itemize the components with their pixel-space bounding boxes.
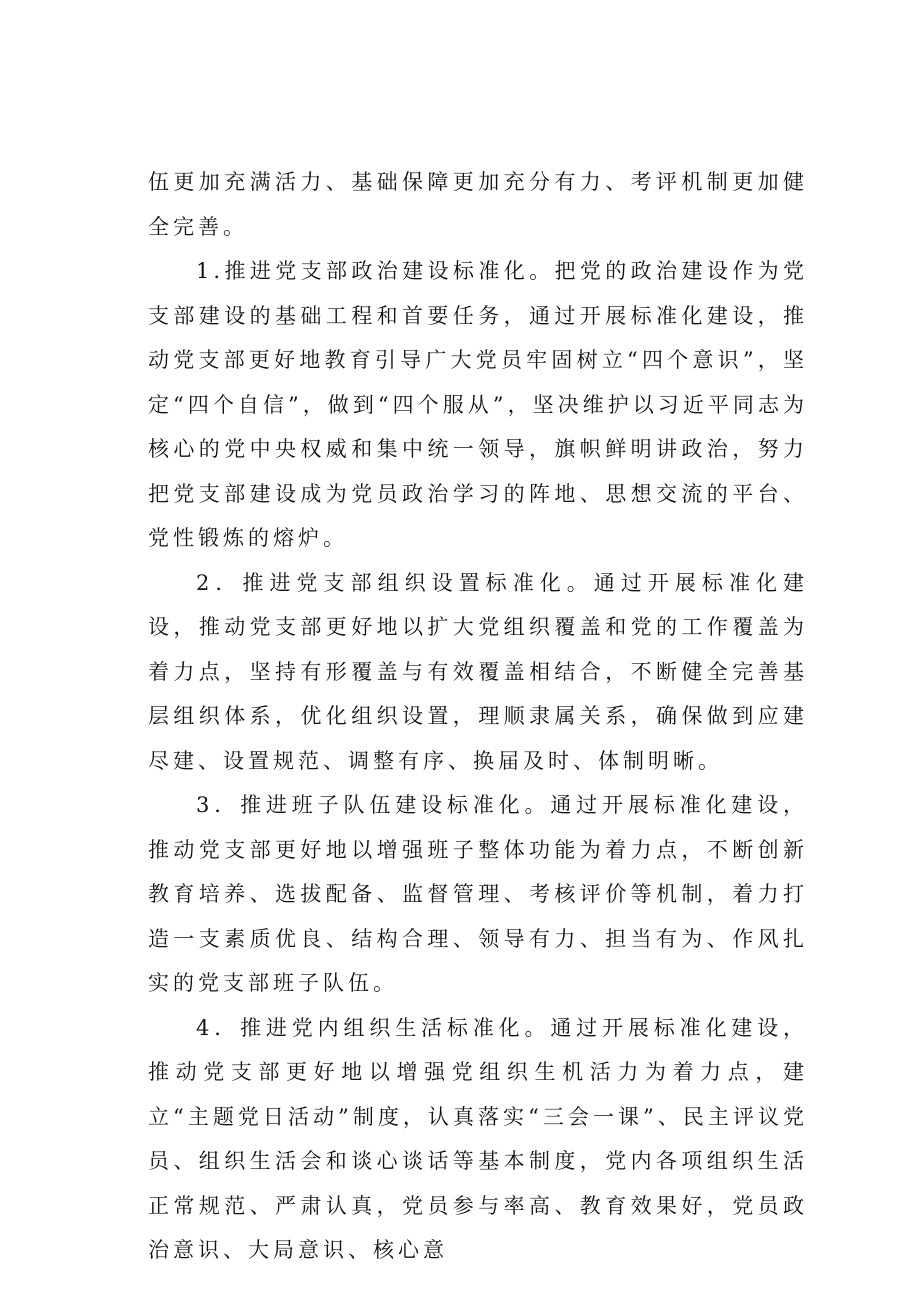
- paragraph-item-1: 1.推进党支部政治建设标准化。把党的政治建设作为党支部建设的基础工程和首要任务，通过开展标准化建设，推动党支部更好地教育引导广大党员牢固树立“四个意识”，坚定“四个自信”，做到“四个服从”，坚决维护以习近平同志为核心的党中央权威和集中统一领导，旗帜鲜明讲政治，努力把党支部建设成为党员政治学习的阵地、思想交流的平台、党性锻炼的熔炉。: [148, 259, 808, 550]
- paragraph-item-4: 4．推进党内组织生活标准化。通过开展标准化建设，推动党支部更好地以增强党组织生机活力为着力点，建立“主题党日活动”制度，认真落实“三会一课”、民主评议党员、组织生活会和谈心谈话等基本制度，党内各项组织生活正常规范、严肃认真，党员参与率高、教育效果好，党员政治意识、大局意识、核心意: [148, 1015, 808, 1262]
- paragraph-item-3: 3．推进班子队伍建设标准化。通过开展标准化建设，推动党支部更好地以增强班子整体功能为着力点，不断创新教育培养、选拔配备、监督管理、考核评价等机制，着力打造一支素质优良、结构合理、领导有力、担当有为、作风扎实的党支部班子队伍。: [148, 793, 808, 995]
- paragraph-item-2: 2．推进党支部组织设置标准化。通过开展标准化建设，推动党支部更好地以扩大党组织覆盖和党的工作覆盖为着力点，坚持有形覆盖与有效覆盖相结合，不断健全完善基层组织体系，优化组织设置，理顺隶属关系，确保做到应建尽建、设置规范、调整有序、换届及时、体制明晰。: [148, 570, 808, 773]
- document-body: [148, 160, 808, 1273]
- paragraph-continuation: 伍更加充满活力、基础保障更加充分有力、考评机制更加健全完善。: [148, 170, 808, 239]
